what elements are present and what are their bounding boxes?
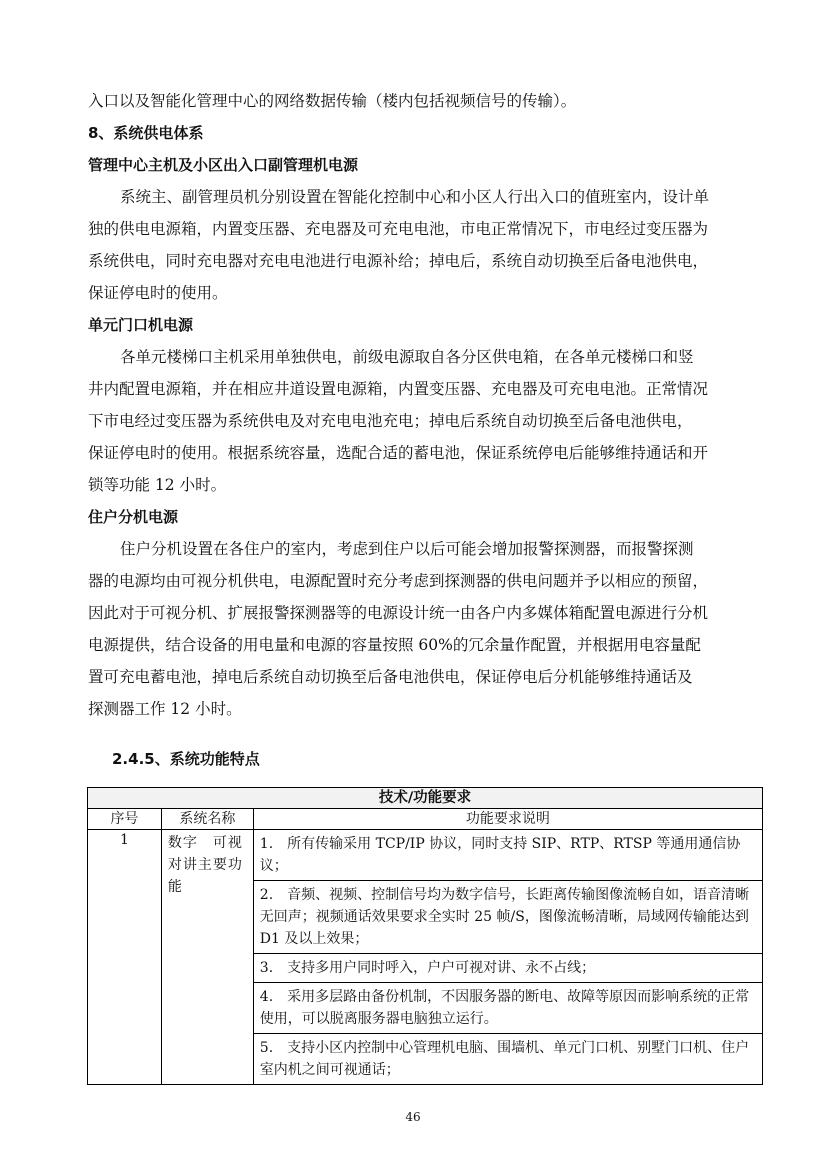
table-title: 技术/功能要求 [88,788,763,809]
paragraph-line: 器的电源均由可视分机供电，电源配置时充分考虑到探测器的供电问题并予以相应的预留， [88,572,709,590]
paragraph-line: 各单元楼梯口主机采用单独供电，前级电源取自各分区供电箱，在各单元楼梯口和竖 [120,348,694,366]
paragraph-line: 系统主、副管理员机分别设置在智能化控制中心和小区人行出入口的值班室内，设计单 [120,188,710,206]
requirement-item: 5. 支持小区内控制中心管理机电脑、围墙机、单元门口机、别墅门口机、住户室内机之间可视通话； [253,1034,762,1085]
paragraph-line: 因此对于可视分机、扩展报警探测器等的电源设计统一由各户内多媒体箱配置电源进行分机 [88,604,709,622]
column-header-description: 功能要求说明 [253,809,762,830]
requirements-table [87,787,763,1085]
paragraph-line: 保证停电时的使用。 [88,284,228,302]
requirement-item: 2. 音频、视频、控制信号均为数字信号，长距离传输图像流畅自如，语音清晰无回声；视频通话效果要求全实时 25 帧/S，图像流畅清晰，局域网传输能达到 D1 及以上效果； [253,881,762,954]
paragraph-line: 系统供电，同时充电器对充电电池进行电源补给；掉电后，系统自动切换至后备电池供电， [88,252,709,270]
paragraph-line: 井内配置电源箱，并在相应井道设置电源箱，内置变压器、充电器及可充电电池。正常情况 [88,380,709,398]
heading-power-system: 8、系统供电体系 [88,124,204,142]
requirement-item: 3. 支持多用户同时呼入，户户可视对讲、永不占线； [253,954,762,983]
column-header-system-name: 系统名称 [161,809,253,830]
paragraph-line: 探测器工作 12 小时。 [88,700,242,718]
paragraph-line: 置可充电蓄电池，掉电后系统自动切换至后备电池供电，保证停电后分机能够维持通话及 [88,668,693,686]
column-header-number: 序号 [88,809,162,830]
paragraph-line: 下市电经过变压器为系统供电及对充电电池充电；掉电后系统自动切换至后备电池供电， [88,412,693,430]
subheading-household-power: 住户分机电源 [88,508,179,526]
page-number: 46 [405,1110,421,1124]
subheading-unit-door-power: 单元门口机电源 [88,316,194,334]
row-number: 1 [88,830,162,1085]
paragraph-line: 锁等功能 12 小时。 [88,476,227,494]
system-name: 数字 可视对讲主要功能 [161,830,253,1085]
paragraph-line: 住户分机设置在各住户的室内，考虑到住户以后可能会增加报警探测器，而报警探测 [120,540,694,558]
paragraph-line: 电源提供，结合设备的用电量和电源的容量按照 60%的冗余量作配置，并根据用电容量配 [88,636,701,654]
requirement-item: 1. 所有传输采用 TCP/IP 协议，同时支持 SIP、RTP、RTSP 等通用通信协议； [253,830,762,881]
paragraph-line: 入口以及智能化管理中心的网络数据传输（楼内包括视频信号的传输）。 [88,92,577,110]
paragraph-line: 保证停电时的使用。根据系统容量，选配合适的蓄电池，保证系统停电后能够维持通话和开 [88,444,709,462]
paragraph-line: 独的供电电源箱，内置变压器、充电器及可充电电池，市电正常情况下，市电经过变压器为 [88,220,709,238]
requirement-item: 4. 采用多层路由备份机制，不因服务器的断电、故障等原因而影响系统的正常使用，可以脱离服务器电脑独立运行。 [253,983,762,1034]
subheading-management-power: 管理中心主机及小区出入口副管理机电源 [88,156,359,174]
section-title: 2.4.5、系统功能特点 [112,750,260,768]
